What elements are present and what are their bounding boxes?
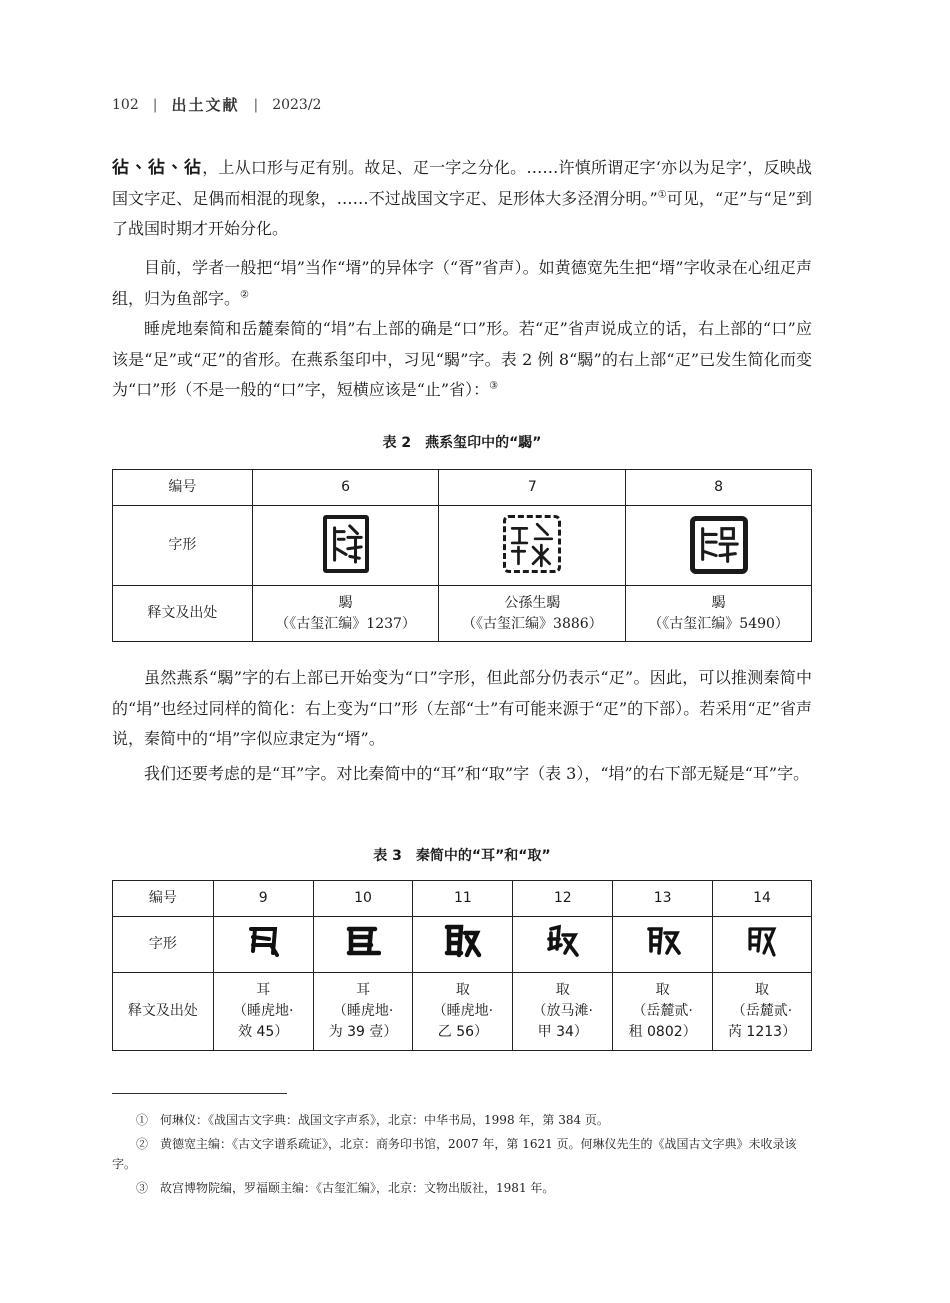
source-text: （睡虎地· [232, 1003, 294, 1019]
source-cell [439, 586, 626, 642]
row-label: 编号 [113, 881, 214, 917]
running-header [112, 94, 321, 115]
row-label: 字形 [113, 917, 214, 973]
table-cell-number: 7 [439, 470, 626, 506]
paragraph-5-text: 我们还要考虑的是“耳”字。对比秦简中的“耳”和“取”字（表 3），“埍”的右下部无疑是“耳”字。 [144, 764, 810, 783]
source-cell [252, 586, 439, 642]
glyph-cell [713, 917, 812, 973]
table-3-number-row [113, 881, 812, 917]
glyph-cell [413, 917, 513, 973]
paragraph-2 [112, 253, 812, 314]
table-2-source-row [113, 586, 812, 642]
reading-text: 耳 [256, 982, 271, 998]
table-3 [112, 880, 812, 1051]
footnote-1 [112, 1110, 812, 1130]
paragraph-4 [112, 663, 812, 755]
table-cell-number: 6 [252, 470, 439, 506]
footnote-ref-2[interactable]: ② [240, 289, 249, 301]
row-label: 释文及出处 [113, 973, 214, 1051]
slip-glyph-10 [345, 923, 381, 959]
table-2-number-row [113, 470, 812, 506]
source-text: 租 0802） [628, 1024, 697, 1040]
row-label: 释文及出处 [113, 586, 253, 642]
footnote-mark: ③ [136, 1181, 149, 1195]
source-cell [713, 973, 812, 1051]
slip-glyph-11 [443, 923, 483, 959]
table-cell-number: 12 [513, 881, 613, 917]
source-text: 效 45） [238, 1024, 289, 1040]
table-2-caption: 表 2 燕系玺印中的“騔” [382, 435, 542, 451]
ancient-glyphs: 𢓕、𢓕、𢓕 [112, 158, 202, 178]
seal-image-8 [690, 516, 748, 574]
reading-text: 騔 [711, 594, 726, 611]
table-cell-number: 13 [613, 881, 713, 917]
source-cell [613, 973, 713, 1051]
table-cell-number: 9 [213, 881, 313, 917]
paragraph-3 [112, 314, 812, 406]
paragraph-1 [112, 153, 812, 245]
source-text: （岳麓贰· [731, 1003, 793, 1019]
source-text: （《古玺汇编》1237） [275, 615, 416, 632]
footnote-ref-1[interactable]: ① [657, 189, 667, 201]
source-text: （岳麓贰· [632, 1003, 693, 1019]
table-cell-number: 14 [713, 881, 812, 917]
seal-image-7 [503, 515, 561, 573]
source-cell [313, 973, 413, 1051]
table-cell-number: 11 [413, 881, 513, 917]
reading-text: 騔 [338, 594, 353, 611]
source-cell [413, 973, 513, 1051]
paragraph-2-text: 目前，学者一般把“埍”当作“壻”的异体字（“胥”省声）。如黄德宽先生把“壻”字收录在心纽疋声组，归为鱼部字。 [112, 258, 812, 308]
header-separator-2: | [253, 96, 259, 113]
footnote-text: 黄德宽主编：《古文字谱系疏证》，北京：商务印书馆，2007 年，第 1621 页。何琳仪先生的《战国古文字典》未收录该字。 [112, 1137, 797, 1171]
source-text: （《古玺汇编》5490） [648, 615, 789, 632]
source-cell [513, 973, 613, 1051]
source-text: 芮 1213） [727, 1024, 797, 1040]
footnote-ref-3[interactable]: ③ [489, 380, 499, 392]
slip-glyph-14 [744, 923, 780, 959]
source-cell [213, 973, 313, 1051]
footnote-2 [112, 1134, 812, 1174]
glyph-cell [626, 506, 812, 586]
glyph-cell [613, 917, 713, 973]
slip-glyph-9 [245, 923, 281, 959]
paragraph-5 [112, 759, 812, 790]
source-cell [626, 586, 812, 642]
table-cell-number: 8 [626, 470, 812, 506]
glyph-cell [252, 506, 439, 586]
issue-number: 2023/2 [272, 96, 322, 113]
footnote-mark: ② [136, 1137, 149, 1151]
table-3-glyph-row [113, 917, 812, 973]
table-2-glyph-row [113, 506, 812, 586]
reading-text: 取 [455, 982, 470, 998]
source-text: 为 39 壹） [328, 1024, 398, 1040]
slip-glyph-13 [645, 923, 681, 959]
paragraph-4-text: 虽然燕系“騔”字的右上部已开始变为“口”字形，但此部分仍表示“疋”。因此，可以推测秦简中的“埍”也经过同样的简化：右上变为“口”形（左部“士”有可能来源于“疋”的下部）。若采用“疋”省声说，秦简中的“埍”字似应隶定为“壻”。 [112, 668, 812, 748]
reading-text: 取 [655, 982, 670, 998]
paragraph-3-text: 睡虎地秦简和岳麓秦简的“埍”右上部的确是“口”形。若“疋”省声说成立的话，右上部的“口”应该是“足”或“疋”的省形。在燕系玺印中，习见“騔”字。表 2 例 8“騔”的右上部“疋”已发生简化而变为“口”形（不是一般的“口”字，短横应该是“止”省）： [112, 319, 812, 399]
table-cell-number: 10 [313, 881, 413, 917]
footnote-text: 何琳仪：《战国古文字典：战国文字声系》，北京：中华书局，1998 年，第 384 页。 [160, 1113, 609, 1127]
page-number: 102 [112, 96, 139, 113]
source-text: 乙 56） [437, 1024, 489, 1040]
reading-text: 耳 [356, 982, 371, 998]
source-text: （睡虎地· [432, 1003, 494, 1019]
row-label: 字形 [113, 506, 253, 586]
footnote-mark: ① [136, 1113, 149, 1127]
source-text: （睡虎地· [332, 1003, 394, 1019]
header-separator: | [152, 96, 158, 113]
glyph-cell [313, 917, 413, 973]
paragraph-1-tail: 可见，“疋”与“足”到了战国时期才开始分化。 [112, 188, 812, 238]
table-3-source-row [113, 973, 812, 1051]
footnotes [112, 1110, 812, 1198]
seal-image-6 [323, 515, 369, 573]
reading-text: 取 [555, 982, 570, 998]
paragraph-1-text: ，上从口形与疋有别。故足、疋一字之分化。……许慎所谓疋字‘亦以为足字’，反映战国文字疋、足偶而相混的现象，……不过战国文字疋、足形体大多泾渭分明。” [112, 158, 812, 208]
footnote-3 [112, 1178, 812, 1198]
source-text: 甲 34） [537, 1024, 588, 1040]
footnote-text: 故宫博物院编，罗福颐主编：《古玺汇编》，北京：文物出版社，1981 年。 [160, 1181, 555, 1195]
row-label: 编号 [113, 470, 253, 506]
glyph-cell [439, 506, 626, 586]
reading-text: 公孫生騔 [504, 594, 561, 611]
slip-glyph-12 [545, 923, 581, 959]
source-text: （《古玺汇编》3886） [462, 615, 603, 632]
footnote-divider [112, 1093, 287, 1094]
glyph-cell [213, 917, 313, 973]
reading-text: 取 [755, 982, 770, 998]
table-3-caption: 表 3 秦简中的“耳”和“取” [373, 848, 551, 864]
table-2 [112, 469, 812, 642]
source-text: （放马滩· [532, 1003, 593, 1019]
glyph-cell [513, 917, 613, 973]
journal-title: 出土文献 [171, 96, 240, 114]
